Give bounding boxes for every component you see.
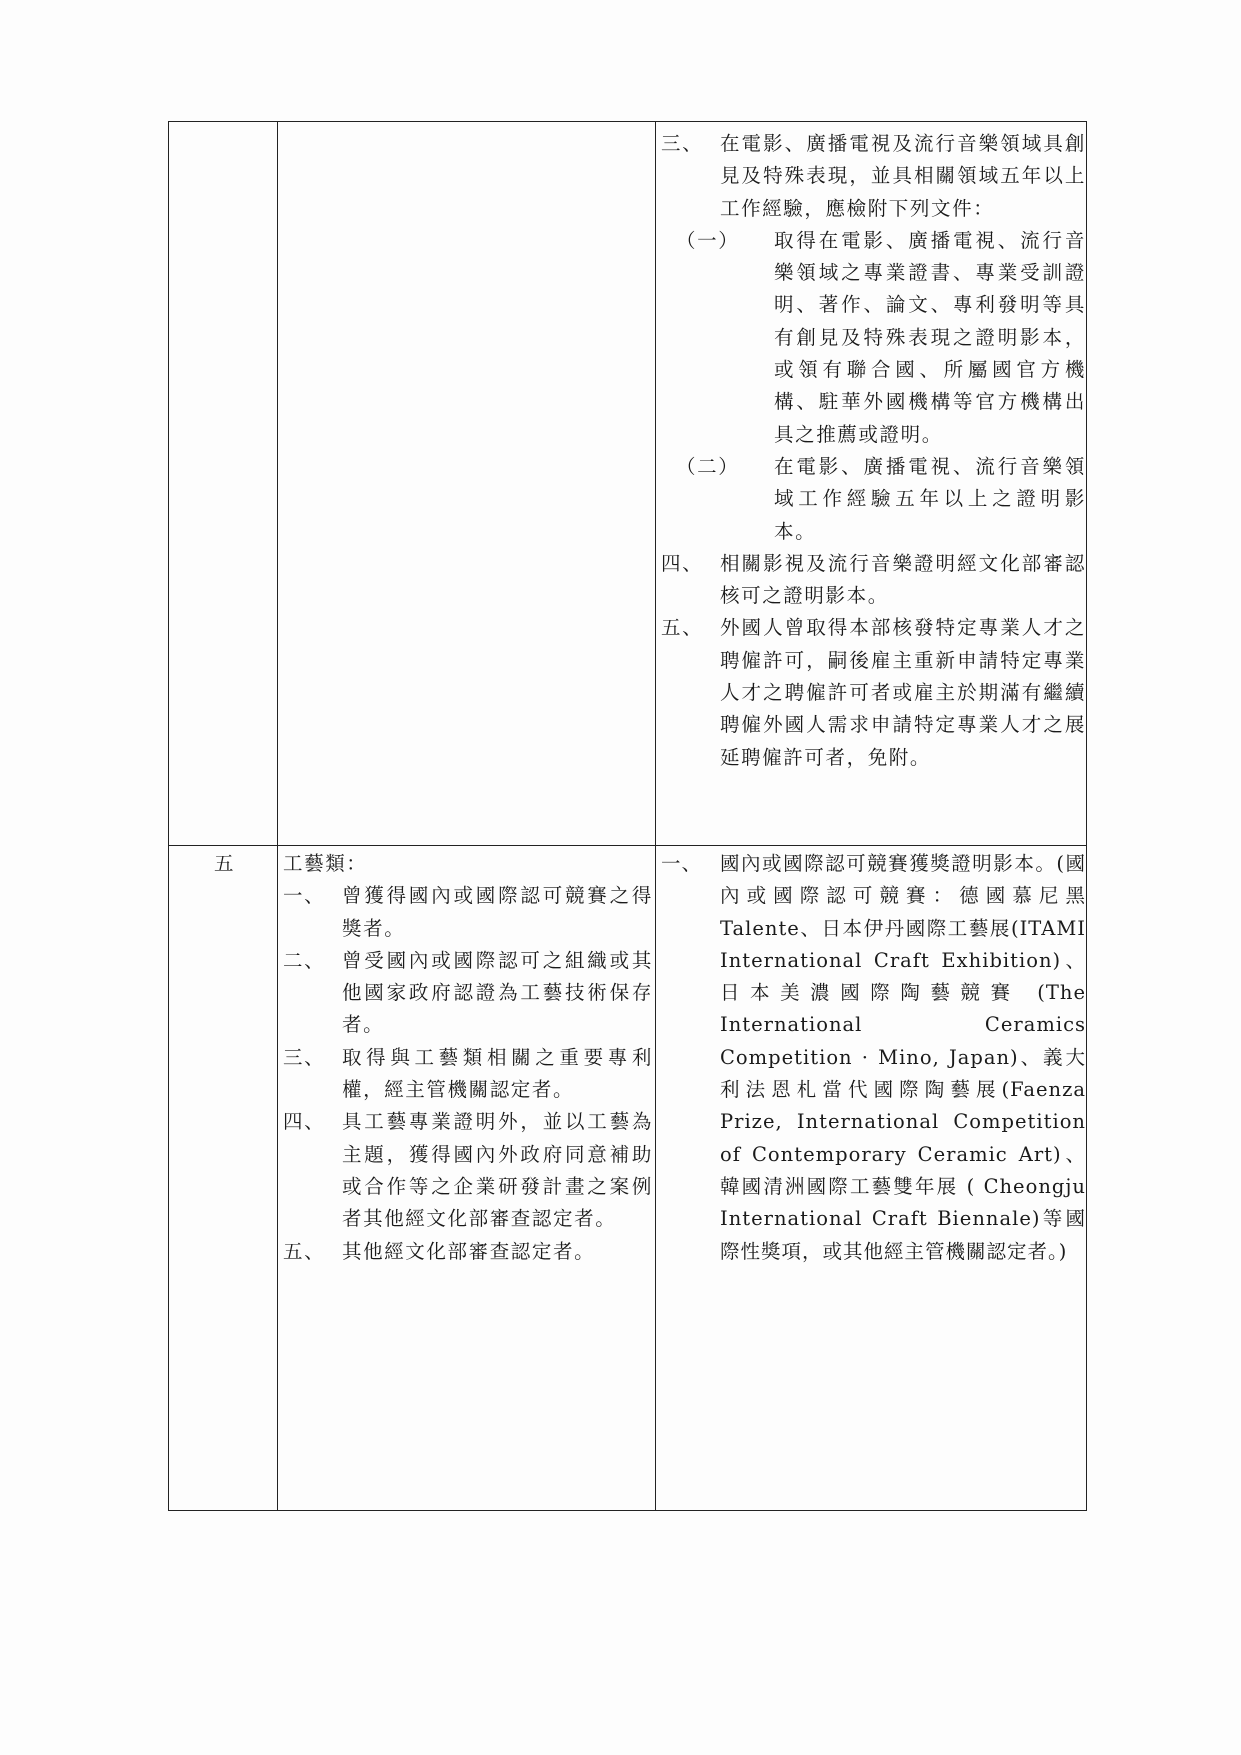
column-divider-1 bbox=[277, 121, 278, 1511]
top-row-documents-cell bbox=[661, 128, 1086, 774]
criteria-item-3 bbox=[283, 1042, 653, 1107]
criteria-item-2 bbox=[283, 945, 653, 1042]
document-item-5 bbox=[661, 612, 1086, 773]
item-text: 國內或國際認可競賽獲獎證明影本。(國內或國際認可競賽：德國慕尼黑 Talente、日本伊丹國際工藝展(ITAMI International Craft Exhibition)、日本美濃國際陶藝競賽 (The International Ceramics Competition · Mino, Japan)、義大利法恩札當代國際陶藝展(Faenza Prize, International Competition of Contemporary Ceramic Art)、韓國清洲國際工藝雙年展 ( Cheongju International Craft Biennale)等國際性獎項，或其他經主管機關認定者。) bbox=[720, 852, 1086, 1263]
item-number: 三、 bbox=[661, 132, 704, 155]
document-subitem-2 bbox=[676, 451, 1086, 548]
document-item-3 bbox=[661, 128, 1086, 225]
document-item-1 bbox=[661, 848, 1086, 1268]
row-divider bbox=[168, 845, 1087, 846]
item-text: 曾受國內或國際認可之組織或其他國家政府認證為工藝技術保存者。 bbox=[342, 948, 653, 1037]
item-number: 五、 bbox=[661, 616, 704, 640]
criteria-item-5 bbox=[283, 1236, 653, 1268]
item-text: 具工藝專業證明外，並以工藝為主題，獲得國內外政府同意補助或合作等之企業研發計畫之案例者其他經文化部審查認定者。 bbox=[342, 1110, 653, 1231]
item-text: 在電影、廣播電視及流行音樂領域具創見及特殊表現，並具相關領域五年以上工作經驗，應檢附下列文件： bbox=[720, 132, 1086, 220]
item-number: 五、 bbox=[283, 1239, 326, 1263]
row-index-cell bbox=[214, 848, 254, 880]
subitem-number: （二） bbox=[676, 454, 740, 478]
subitem-text: 在電影、廣播電視、流行音樂領域工作經驗五年以上之證明影本。 bbox=[774, 454, 1086, 543]
category-title: 工藝類： bbox=[283, 852, 368, 875]
item-number: 二、 bbox=[283, 948, 326, 972]
item-number: 一、 bbox=[283, 884, 326, 908]
item-text: 其他經文化部審查認定者。 bbox=[342, 1239, 596, 1263]
document-item-4 bbox=[661, 548, 1086, 613]
row-index: 五 bbox=[214, 852, 236, 875]
item-text: 取得與工藝類相關之重要專利權，經主管機關認定者。 bbox=[342, 1045, 653, 1102]
subitem-text: 取得在電影、廣播電視、流行音樂領域之專業證書、專業受訓證明、著作、論文、專利發明等具 有創見及特殊表現之證明影本，或領有聯合國、所屬國官方機構、駐華外國機構等官方機構出具之推薦或證明。 bbox=[774, 228, 1086, 446]
item-text: 相關影視及流行音樂證明經文化部審認核可之證明影本。 bbox=[720, 551, 1086, 608]
item-text: 外國人曾取得本部核發特定專業人才之聘僱許可，嗣後雇主重新申請特定專業人才之聘僱許可者或雇主於期滿有繼續聘僱外國人需求申請特定專業人才之展延聘僱許可者，免附。 bbox=[720, 616, 1086, 769]
item-number: 一、 bbox=[661, 852, 703, 875]
item-number: 四、 bbox=[283, 1110, 326, 1134]
column-divider-2 bbox=[655, 121, 656, 1511]
criteria-item-1 bbox=[283, 880, 653, 945]
item-number: 四、 bbox=[661, 551, 704, 575]
item-text: 曾獲得國內或國際認可競賽之得獎者。 bbox=[342, 884, 653, 940]
item-number: 三、 bbox=[283, 1045, 326, 1069]
document-subitem-1 bbox=[676, 225, 1086, 451]
subitem-number: （一） bbox=[676, 228, 740, 252]
criteria-item-4 bbox=[283, 1106, 653, 1235]
criteria-cell bbox=[283, 848, 653, 1268]
bottom-row-documents-cell bbox=[661, 848, 1086, 1268]
